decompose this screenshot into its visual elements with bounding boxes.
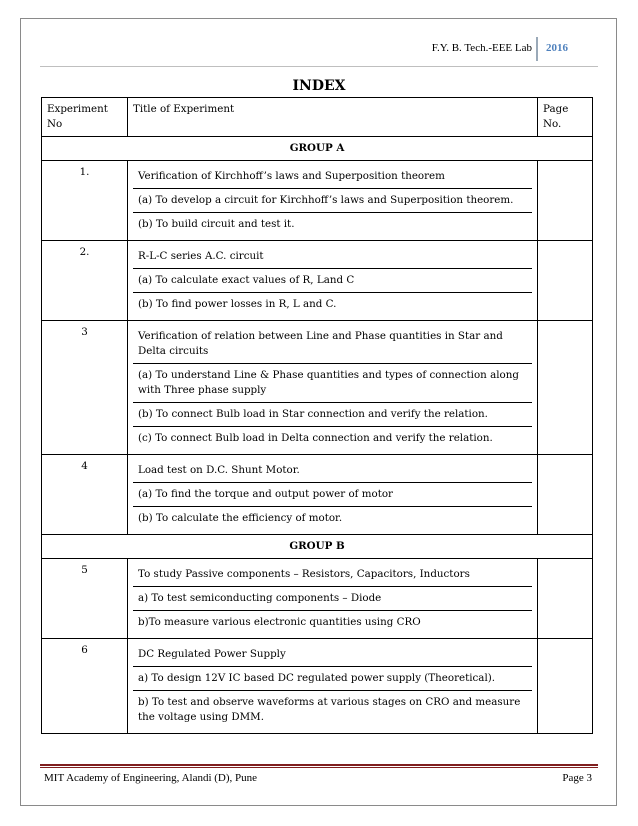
header-rule <box>40 66 598 67</box>
experiment-sub: b) To test and observe waveforms at various stages on CRO and measure the voltage using DMM. <box>133 690 532 729</box>
experiment-sub: (a) To calculate exact values of R, Land C <box>133 268 532 292</box>
page-header <box>40 36 598 66</box>
footer-rule <box>40 764 598 766</box>
page-title: INDEX <box>292 78 346 94</box>
table-row <box>42 559 593 639</box>
experiment-sub: (a) To develop a circuit for Kirchhoff’s laws and Superposition theorem. <box>133 188 532 212</box>
experiment-cell <box>128 321 538 455</box>
header-title: Title of Experiment <box>128 98 538 137</box>
table-row <box>42 639 593 734</box>
experiment-sub: (c) To connect Bulb load in Delta connection and verify the relation. <box>133 426 532 450</box>
table-header-row <box>42 98 593 137</box>
experiment-sub: (a) To find the torque and output power of motor <box>133 482 532 506</box>
experiment-cell <box>128 241 538 321</box>
page-no-cell <box>538 321 593 455</box>
experiment-no: 3 <box>42 321 128 455</box>
group-a-label: GROUP A <box>42 137 593 161</box>
experiment-no: 2. <box>42 241 128 321</box>
experiment-cell <box>128 639 538 734</box>
experiment-sub: (b) To calculate the efficiency of motor. <box>133 506 532 530</box>
experiment-no: 5 <box>42 559 128 639</box>
experiment-no: 4 <box>42 455 128 535</box>
footer-institute: MIT Academy of Engineering, Alandi (D), Pune <box>44 772 258 784</box>
experiment-sub: a) To test semiconducting components – Diode <box>133 586 532 610</box>
page-no-cell <box>538 161 593 241</box>
page-no-cell <box>538 639 593 734</box>
experiment-cell <box>128 559 538 639</box>
experiment-sub: (a) To understand Line & Phase quantities and types of connection along with Three phase supply <box>133 363 532 402</box>
table-row <box>42 455 593 535</box>
header-course: F.Y. B. Tech.-EEE Lab <box>431 42 532 54</box>
header-experiment-no: Experiment No <box>42 98 128 137</box>
header-year: 2016 <box>546 42 568 54</box>
experiment-title: R-L-C series A.C. circuit <box>138 250 264 262</box>
page-no-cell <box>538 241 593 321</box>
experiment-sub: b)To measure various electronic quantities using CRO <box>133 610 532 634</box>
page-no-cell <box>538 559 593 639</box>
experiment-cell <box>128 161 538 241</box>
group-b-label: GROUP B <box>42 535 593 559</box>
experiment-sub: a) To design 12V IC based DC regulated power supply (Theoretical). <box>133 666 532 690</box>
experiment-title: Verification of Kirchhoff’s laws and Superposition theorem <box>138 170 445 182</box>
experiment-title: Verification of relation between Line and Phase quantities in Star and Delta circuits <box>138 330 503 357</box>
page-no-cell <box>538 455 593 535</box>
experiment-title: DC Regulated Power Supply <box>138 648 286 660</box>
index-table <box>41 97 593 734</box>
experiment-no: 6 <box>42 639 128 734</box>
experiment-title: To study Passive components – Resistors, Capacitors, Inductors <box>138 568 470 580</box>
table-row <box>42 321 593 455</box>
header-separator <box>536 37 538 61</box>
experiment-sub: (b) To connect Bulb load in Star connection and verify the relation. <box>133 402 532 426</box>
group-b-row <box>42 535 593 559</box>
experiment-cell <box>128 455 538 535</box>
table-row <box>42 161 593 241</box>
header-page-no: Page No. <box>538 98 593 137</box>
experiment-title: Load test on D.C. Shunt Motor. <box>138 464 300 476</box>
group-a-row <box>42 137 593 161</box>
experiment-sub: (b) To build circuit and test it. <box>133 212 532 236</box>
experiment-sub: (b) To find power losses in R, L and C. <box>133 292 532 316</box>
footer-page-number: Page 3 <box>562 772 592 784</box>
experiment-no: 1. <box>42 161 128 241</box>
table-row <box>42 241 593 321</box>
footer-rule-thin <box>40 767 598 768</box>
